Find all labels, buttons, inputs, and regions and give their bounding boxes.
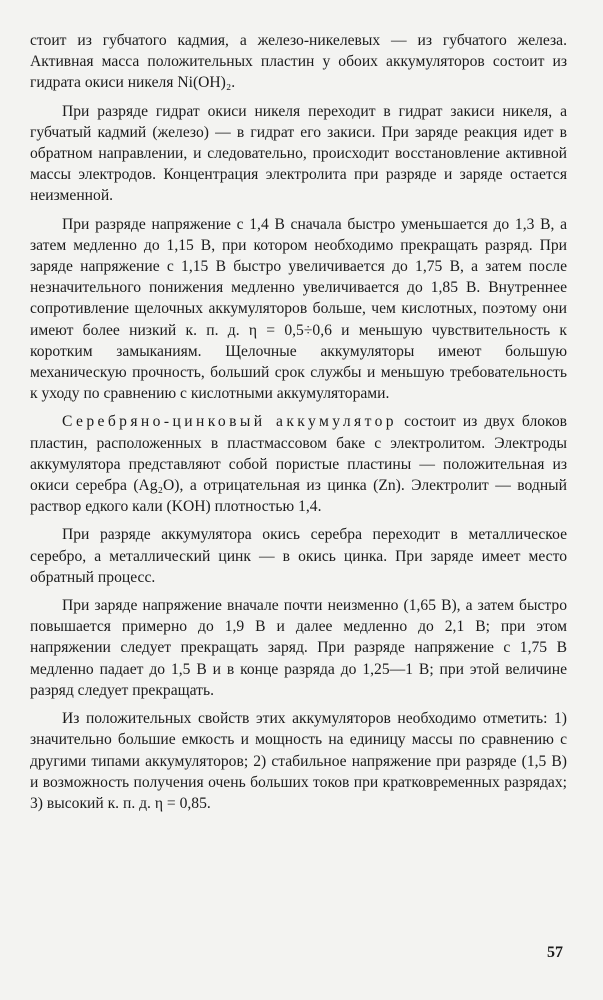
page-number: 57 [547, 944, 563, 961]
paragraph-6: При заряде напряжение вначале почти неизменно (1,65 В), а затем быстро повышается примерно до 1,9 В и далее медленно до 2,1 В; при этом напряжении следует прекращать заряд. При разряде напряжение с 1,75 В медленно падает до 1,5 В и в конце разряда до 1,25—1 В; при этой величине разряд следует прекращать. [30, 597, 567, 699]
paragraph-7: Из положительных свойств этих аккумуляторов необходимо отметить: 1) значительно большие емкость и мощность на единицу массы по сравнению с другими типами аккумуляторов; 2) стабильное напряжение при разряде (1,5 В) и возможность получения очень больших токов при кратковременных разрядах; 3) высокий к. п. д. η = 0,85. [30, 710, 567, 812]
paragraph-4 [30, 411, 567, 517]
section-heading: Серебряно-цинковый аккумулятор [62, 413, 397, 431]
paragraph-4-text: состоит из двух блоков пластин, расположенных в пластмассовом баке с электролитом. Электроды аккумулятора представляют собой пористые пластины — положительная из окиси серебра (Ag₂O), а отрицательная из цинка (Zn). Электролит — водный раствор едкого кали (KOH) плотностью 1,4. [30, 413, 568, 516]
paragraph-5: При разряде аккумулятора окись серебра переходит в металлическое серебро, а металлический цинк — в окись цинка. При заряде имеет место обратный процесс. [30, 526, 567, 586]
paragraph-1: стоит из губчатого кадмия, а железо-никелевых — из губчатого железа. Активная масса положительных пластин у обоих аккумуляторов состоит из гидрата окиси никеля Ni(OH)₂. [30, 32, 567, 92]
paragraph-2: При разряде гидрат окиси никеля переходит в гидрат закиси никеля, а губчатый кадмий (железо) — в гидрат его закиси. При заряде реакция идет в обратном направлении, и следовательно, происходит восстановление активной массы электродов. Концентрация электролита при разряде и заряде остается неизменной. [30, 102, 567, 205]
paragraph-3: При разряде напряжение с 1,4 В сначала быстро уменьшается до 1,3 В, а затем медленно до 1,15 В, при котором необходимо прекращать разряд. При заряде напряжение с 1,15 В быстро увеличивается до 1,75 В, а затем после незначительного понижения медленно увеличивается до 1,85 В. Внутреннее сопротивление щелочных аккумуляторов больше, чем кислотных, поэтому они имеют более низкий к. п. д. η = 0,5÷0,6 и меньшую чувствительность к коротким замыканиям. Щелочные аккумуляторы имеют большую механическую прочность, больший срок службы и меньшую требовательность к уходу по сравнению с кислотными аккумуляторами. [30, 215, 567, 403]
